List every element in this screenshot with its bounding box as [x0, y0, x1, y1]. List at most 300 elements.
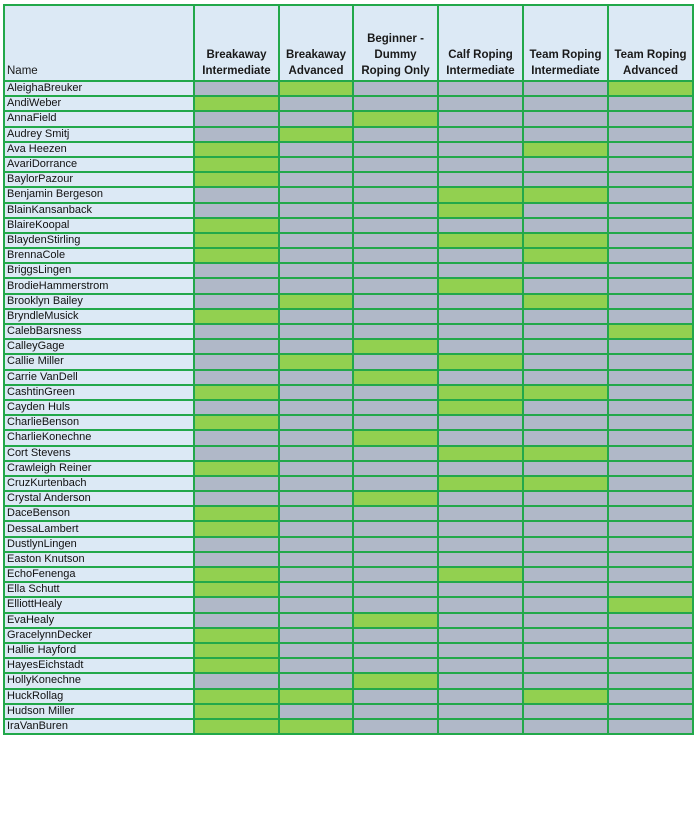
- cell-beginner-dummy-roping-selected[interactable]: [353, 613, 438, 628]
- cell-breakaway-intermediate-empty[interactable]: [194, 446, 279, 461]
- name-cell[interactable]: Cayden Huls: [4, 400, 194, 415]
- name-cell[interactable]: AleighaBreuker: [4, 81, 194, 96]
- cell-breakaway-advanced-selected[interactable]: [279, 354, 353, 369]
- cell-breakaway-advanced-empty[interactable]: [279, 278, 353, 293]
- cell-team-roping-intermediate-empty[interactable]: [523, 673, 608, 688]
- cell-team-roping-intermediate-selected[interactable]: [523, 294, 608, 309]
- cell-team-roping-intermediate-empty[interactable]: [523, 263, 608, 278]
- cell-team-roping-intermediate-empty[interactable]: [523, 552, 608, 567]
- cell-team-roping-intermediate-selected[interactable]: [523, 385, 608, 400]
- cell-calf-roping-intermediate-selected[interactable]: [438, 187, 523, 202]
- cell-team-roping-advanced-empty[interactable]: [608, 157, 693, 172]
- cell-breakaway-intermediate-empty[interactable]: [194, 354, 279, 369]
- cell-calf-roping-intermediate-selected[interactable]: [438, 476, 523, 491]
- name-cell[interactable]: CharlieKonechne: [4, 430, 194, 445]
- cell-team-roping-advanced-empty[interactable]: [608, 187, 693, 202]
- cell-breakaway-advanced-empty[interactable]: [279, 430, 353, 445]
- cell-team-roping-advanced-empty[interactable]: [608, 294, 693, 309]
- cell-calf-roping-intermediate-selected[interactable]: [438, 354, 523, 369]
- cell-team-roping-advanced-empty[interactable]: [608, 218, 693, 233]
- cell-breakaway-intermediate-selected[interactable]: [194, 415, 279, 430]
- cell-team-roping-advanced-empty[interactable]: [608, 552, 693, 567]
- cell-team-roping-intermediate-empty[interactable]: [523, 203, 608, 218]
- cell-team-roping-advanced-empty[interactable]: [608, 370, 693, 385]
- cell-team-roping-advanced-empty[interactable]: [608, 643, 693, 658]
- cell-team-roping-intermediate-empty[interactable]: [523, 278, 608, 293]
- cell-beginner-dummy-roping-empty[interactable]: [353, 233, 438, 248]
- cell-breakaway-intermediate-selected[interactable]: [194, 506, 279, 521]
- cell-breakaway-intermediate-empty[interactable]: [194, 613, 279, 628]
- cell-breakaway-intermediate-empty[interactable]: [194, 127, 279, 142]
- cell-breakaway-intermediate-selected[interactable]: [194, 233, 279, 248]
- cell-team-roping-intermediate-empty[interactable]: [523, 157, 608, 172]
- cell-breakaway-advanced-selected[interactable]: [279, 689, 353, 704]
- cell-beginner-dummy-roping-selected[interactable]: [353, 430, 438, 445]
- cell-beginner-dummy-roping-empty[interactable]: [353, 309, 438, 324]
- cell-beginner-dummy-roping-empty[interactable]: [353, 461, 438, 476]
- cell-team-roping-intermediate-empty[interactable]: [523, 506, 608, 521]
- cell-team-roping-intermediate-selected[interactable]: [523, 233, 608, 248]
- cell-beginner-dummy-roping-empty[interactable]: [353, 537, 438, 552]
- name-cell[interactable]: CalleyGage: [4, 339, 194, 354]
- cell-team-roping-intermediate-empty[interactable]: [523, 430, 608, 445]
- name-cell[interactable]: Hallie Hayford: [4, 643, 194, 658]
- cell-team-roping-advanced-empty[interactable]: [608, 446, 693, 461]
- cell-beginner-dummy-roping-empty[interactable]: [353, 643, 438, 658]
- cell-breakaway-intermediate-selected[interactable]: [194, 248, 279, 263]
- name-cell[interactable]: DustlynLingen: [4, 537, 194, 552]
- name-cell[interactable]: Ava Heezen: [4, 142, 194, 157]
- cell-team-roping-advanced-empty[interactable]: [608, 203, 693, 218]
- cell-calf-roping-intermediate-empty[interactable]: [438, 370, 523, 385]
- cell-beginner-dummy-roping-empty[interactable]: [353, 415, 438, 430]
- name-cell[interactable]: DaceBenson: [4, 506, 194, 521]
- cell-team-roping-advanced-empty[interactable]: [608, 309, 693, 324]
- cell-team-roping-advanced-empty[interactable]: [608, 491, 693, 506]
- cell-breakaway-intermediate-empty[interactable]: [194, 263, 279, 278]
- cell-beginner-dummy-roping-empty[interactable]: [353, 278, 438, 293]
- name-cell[interactable]: Carrie VanDell: [4, 370, 194, 385]
- cell-team-roping-intermediate-empty[interactable]: [523, 111, 608, 126]
- cell-breakaway-intermediate-selected[interactable]: [194, 96, 279, 111]
- cell-calf-roping-intermediate-empty[interactable]: [438, 415, 523, 430]
- cell-team-roping-intermediate-empty[interactable]: [523, 537, 608, 552]
- name-cell[interactable]: DessaLambert: [4, 521, 194, 536]
- cell-breakaway-intermediate-empty[interactable]: [194, 597, 279, 612]
- cell-team-roping-advanced-empty[interactable]: [608, 278, 693, 293]
- cell-beginner-dummy-roping-empty[interactable]: [353, 263, 438, 278]
- cell-breakaway-advanced-selected[interactable]: [279, 127, 353, 142]
- cell-beginner-dummy-roping-empty[interactable]: [353, 506, 438, 521]
- cell-breakaway-advanced-empty[interactable]: [279, 658, 353, 673]
- cell-team-roping-intermediate-empty[interactable]: [523, 370, 608, 385]
- name-cell[interactable]: Audrey Smitj: [4, 127, 194, 142]
- cell-breakaway-intermediate-selected[interactable]: [194, 643, 279, 658]
- cell-breakaway-advanced-empty[interactable]: [279, 476, 353, 491]
- cell-team-roping-advanced-empty[interactable]: [608, 263, 693, 278]
- cell-team-roping-intermediate-empty[interactable]: [523, 461, 608, 476]
- name-cell[interactable]: HayesEichstadt: [4, 658, 194, 673]
- cell-team-roping-intermediate-empty[interactable]: [523, 218, 608, 233]
- cell-team-roping-intermediate-empty[interactable]: [523, 658, 608, 673]
- cell-calf-roping-intermediate-empty[interactable]: [438, 597, 523, 612]
- cell-beginner-dummy-roping-empty[interactable]: [353, 446, 438, 461]
- cell-breakaway-intermediate-empty[interactable]: [194, 81, 279, 96]
- name-cell[interactable]: BriggsLingen: [4, 263, 194, 278]
- cell-beginner-dummy-roping-selected[interactable]: [353, 111, 438, 126]
- cell-beginner-dummy-roping-empty[interactable]: [353, 203, 438, 218]
- cell-calf-roping-intermediate-selected[interactable]: [438, 233, 523, 248]
- cell-beginner-dummy-roping-empty[interactable]: [353, 704, 438, 719]
- cell-breakaway-advanced-empty[interactable]: [279, 461, 353, 476]
- cell-beginner-dummy-roping-empty[interactable]: [353, 157, 438, 172]
- cell-calf-roping-intermediate-empty[interactable]: [438, 673, 523, 688]
- name-cell[interactable]: GracelynnDecker: [4, 628, 194, 643]
- cell-team-roping-advanced-empty[interactable]: [608, 689, 693, 704]
- cell-team-roping-advanced-empty[interactable]: [608, 233, 693, 248]
- cell-calf-roping-intermediate-empty[interactable]: [438, 719, 523, 734]
- cell-breakaway-advanced-empty[interactable]: [279, 203, 353, 218]
- cell-breakaway-advanced-empty[interactable]: [279, 142, 353, 157]
- cell-team-roping-advanced-empty[interactable]: [608, 506, 693, 521]
- cell-team-roping-intermediate-empty[interactable]: [523, 400, 608, 415]
- cell-team-roping-intermediate-empty[interactable]: [523, 613, 608, 628]
- cell-team-roping-intermediate-empty[interactable]: [523, 704, 608, 719]
- cell-beginner-dummy-roping-empty[interactable]: [353, 552, 438, 567]
- cell-team-roping-advanced-empty[interactable]: [608, 461, 693, 476]
- cell-team-roping-advanced-empty[interactable]: [608, 339, 693, 354]
- cell-breakaway-intermediate-empty[interactable]: [194, 111, 279, 126]
- cell-team-roping-advanced-empty[interactable]: [608, 430, 693, 445]
- cell-team-roping-advanced-selected[interactable]: [608, 597, 693, 612]
- cell-team-roping-intermediate-empty[interactable]: [523, 719, 608, 734]
- cell-breakaway-intermediate-selected[interactable]: [194, 704, 279, 719]
- name-cell[interactable]: Ella Schutt: [4, 582, 194, 597]
- cell-breakaway-intermediate-empty[interactable]: [194, 476, 279, 491]
- cell-beginner-dummy-roping-empty[interactable]: [353, 400, 438, 415]
- cell-beginner-dummy-roping-selected[interactable]: [353, 339, 438, 354]
- cell-team-roping-advanced-empty[interactable]: [608, 673, 693, 688]
- cell-breakaway-intermediate-empty[interactable]: [194, 370, 279, 385]
- cell-calf-roping-intermediate-empty[interactable]: [438, 324, 523, 339]
- name-cell[interactable]: AnnaField: [4, 111, 194, 126]
- cell-breakaway-intermediate-empty[interactable]: [194, 491, 279, 506]
- cell-team-roping-intermediate-selected[interactable]: [523, 689, 608, 704]
- cell-breakaway-intermediate-selected[interactable]: [194, 689, 279, 704]
- cell-beginner-dummy-roping-empty[interactable]: [353, 658, 438, 673]
- cell-breakaway-advanced-empty[interactable]: [279, 111, 353, 126]
- cell-calf-roping-intermediate-selected[interactable]: [438, 400, 523, 415]
- cell-breakaway-intermediate-empty[interactable]: [194, 324, 279, 339]
- cell-breakaway-intermediate-empty[interactable]: [194, 187, 279, 202]
- cell-breakaway-intermediate-empty[interactable]: [194, 552, 279, 567]
- name-cell[interactable]: ElliottHealy: [4, 597, 194, 612]
- cell-team-roping-advanced-selected[interactable]: [608, 324, 693, 339]
- cell-team-roping-intermediate-empty[interactable]: [523, 172, 608, 187]
- name-cell[interactable]: EchoFenenga: [4, 567, 194, 582]
- cell-beginner-dummy-roping-empty[interactable]: [353, 187, 438, 202]
- cell-breakaway-advanced-empty[interactable]: [279, 385, 353, 400]
- cell-team-roping-intermediate-empty[interactable]: [523, 567, 608, 582]
- cell-beginner-dummy-roping-selected[interactable]: [353, 491, 438, 506]
- cell-team-roping-advanced-empty[interactable]: [608, 521, 693, 536]
- cell-breakaway-intermediate-selected[interactable]: [194, 521, 279, 536]
- cell-calf-roping-intermediate-empty[interactable]: [438, 613, 523, 628]
- cell-breakaway-advanced-empty[interactable]: [279, 628, 353, 643]
- cell-team-roping-advanced-empty[interactable]: [608, 719, 693, 734]
- cell-breakaway-intermediate-selected[interactable]: [194, 309, 279, 324]
- cell-breakaway-intermediate-selected[interactable]: [194, 385, 279, 400]
- cell-calf-roping-intermediate-empty[interactable]: [438, 157, 523, 172]
- cell-breakaway-intermediate-empty[interactable]: [194, 203, 279, 218]
- cell-breakaway-advanced-empty[interactable]: [279, 537, 353, 552]
- name-cell[interactable]: AndiWeber: [4, 96, 194, 111]
- cell-team-roping-advanced-empty[interactable]: [608, 628, 693, 643]
- cell-calf-roping-intermediate-empty[interactable]: [438, 461, 523, 476]
- cell-team-roping-advanced-empty[interactable]: [608, 400, 693, 415]
- cell-calf-roping-intermediate-selected[interactable]: [438, 446, 523, 461]
- cell-beginner-dummy-roping-empty[interactable]: [353, 521, 438, 536]
- cell-breakaway-advanced-empty[interactable]: [279, 704, 353, 719]
- cell-breakaway-advanced-empty[interactable]: [279, 643, 353, 658]
- cell-team-roping-intermediate-empty[interactable]: [523, 127, 608, 142]
- cell-beginner-dummy-roping-empty[interactable]: [353, 354, 438, 369]
- cell-team-roping-intermediate-empty[interactable]: [523, 96, 608, 111]
- cell-team-roping-advanced-empty[interactable]: [608, 415, 693, 430]
- cell-team-roping-advanced-empty[interactable]: [608, 537, 693, 552]
- cell-team-roping-advanced-empty[interactable]: [608, 658, 693, 673]
- cell-calf-roping-intermediate-empty[interactable]: [438, 248, 523, 263]
- cell-team-roping-advanced-empty[interactable]: [608, 96, 693, 111]
- name-cell[interactable]: BryndleMusick: [4, 309, 194, 324]
- name-cell[interactable]: BlaydenStirling: [4, 233, 194, 248]
- cell-team-roping-advanced-empty[interactable]: [608, 111, 693, 126]
- cell-calf-roping-intermediate-empty[interactable]: [438, 172, 523, 187]
- cell-calf-roping-intermediate-empty[interactable]: [438, 339, 523, 354]
- cell-calf-roping-intermediate-empty[interactable]: [438, 506, 523, 521]
- cell-calf-roping-intermediate-empty[interactable]: [438, 127, 523, 142]
- cell-breakaway-advanced-empty[interactable]: [279, 552, 353, 567]
- cell-breakaway-advanced-empty[interactable]: [279, 233, 353, 248]
- cell-breakaway-advanced-empty[interactable]: [279, 446, 353, 461]
- cell-beginner-dummy-roping-empty[interactable]: [353, 142, 438, 157]
- cell-team-roping-advanced-empty[interactable]: [608, 567, 693, 582]
- name-cell[interactable]: Crystal Anderson: [4, 491, 194, 506]
- cell-calf-roping-intermediate-empty[interactable]: [438, 521, 523, 536]
- cell-calf-roping-intermediate-selected[interactable]: [438, 278, 523, 293]
- cell-breakaway-advanced-empty[interactable]: [279, 567, 353, 582]
- cell-calf-roping-intermediate-empty[interactable]: [438, 689, 523, 704]
- cell-team-roping-intermediate-empty[interactable]: [523, 582, 608, 597]
- cell-breakaway-intermediate-empty[interactable]: [194, 673, 279, 688]
- cell-team-roping-intermediate-empty[interactable]: [523, 628, 608, 643]
- cell-calf-roping-intermediate-empty[interactable]: [438, 643, 523, 658]
- name-cell[interactable]: CruzKurtenbach: [4, 476, 194, 491]
- name-cell[interactable]: CashtinGreen: [4, 385, 194, 400]
- cell-breakaway-advanced-empty[interactable]: [279, 582, 353, 597]
- cell-team-roping-intermediate-empty[interactable]: [523, 491, 608, 506]
- cell-team-roping-intermediate-selected[interactable]: [523, 476, 608, 491]
- name-cell[interactable]: BaylorPazour: [4, 172, 194, 187]
- cell-calf-roping-intermediate-empty[interactable]: [438, 628, 523, 643]
- name-cell[interactable]: EvaHealy: [4, 613, 194, 628]
- cell-calf-roping-intermediate-selected[interactable]: [438, 567, 523, 582]
- cell-beginner-dummy-roping-empty[interactable]: [353, 218, 438, 233]
- cell-breakaway-intermediate-empty[interactable]: [194, 537, 279, 552]
- cell-breakaway-intermediate-empty[interactable]: [194, 294, 279, 309]
- cell-calf-roping-intermediate-selected[interactable]: [438, 385, 523, 400]
- cell-breakaway-advanced-empty[interactable]: [279, 415, 353, 430]
- cell-beginner-dummy-roping-empty[interactable]: [353, 248, 438, 263]
- cell-team-roping-intermediate-empty[interactable]: [523, 339, 608, 354]
- cell-team-roping-intermediate-selected[interactable]: [523, 248, 608, 263]
- name-cell[interactable]: Crawleigh Reiner: [4, 461, 194, 476]
- name-cell[interactable]: AvariDorrance: [4, 157, 194, 172]
- cell-beginner-dummy-roping-selected[interactable]: [353, 673, 438, 688]
- cell-team-roping-advanced-empty[interactable]: [608, 127, 693, 142]
- cell-breakaway-intermediate-selected[interactable]: [194, 582, 279, 597]
- cell-breakaway-advanced-empty[interactable]: [279, 400, 353, 415]
- cell-beginner-dummy-roping-empty[interactable]: [353, 476, 438, 491]
- cell-beginner-dummy-roping-empty[interactable]: [353, 719, 438, 734]
- cell-team-roping-intermediate-selected[interactable]: [523, 142, 608, 157]
- cell-breakaway-intermediate-empty[interactable]: [194, 430, 279, 445]
- cell-team-roping-intermediate-empty[interactable]: [523, 597, 608, 612]
- cell-breakaway-intermediate-selected[interactable]: [194, 172, 279, 187]
- cell-breakaway-intermediate-selected[interactable]: [194, 567, 279, 582]
- cell-breakaway-advanced-empty[interactable]: [279, 263, 353, 278]
- cell-breakaway-intermediate-selected[interactable]: [194, 218, 279, 233]
- name-cell[interactable]: Cort Stevens: [4, 446, 194, 461]
- name-cell[interactable]: CalebBarsness: [4, 324, 194, 339]
- cell-calf-roping-intermediate-selected[interactable]: [438, 203, 523, 218]
- cell-breakaway-advanced-empty[interactable]: [279, 673, 353, 688]
- cell-breakaway-intermediate-selected[interactable]: [194, 142, 279, 157]
- cell-beginner-dummy-roping-empty[interactable]: [353, 567, 438, 582]
- cell-breakaway-advanced-empty[interactable]: [279, 172, 353, 187]
- cell-breakaway-intermediate-selected[interactable]: [194, 461, 279, 476]
- cell-beginner-dummy-roping-selected[interactable]: [353, 370, 438, 385]
- cell-team-roping-advanced-empty[interactable]: [608, 172, 693, 187]
- name-cell[interactable]: Callie Miller: [4, 354, 194, 369]
- cell-calf-roping-intermediate-empty[interactable]: [438, 430, 523, 445]
- cell-team-roping-intermediate-empty[interactable]: [523, 309, 608, 324]
- cell-breakaway-intermediate-selected[interactable]: [194, 719, 279, 734]
- cell-breakaway-advanced-empty[interactable]: [279, 187, 353, 202]
- cell-breakaway-advanced-empty[interactable]: [279, 491, 353, 506]
- cell-beginner-dummy-roping-empty[interactable]: [353, 127, 438, 142]
- cell-team-roping-advanced-empty[interactable]: [608, 704, 693, 719]
- cell-calf-roping-intermediate-empty[interactable]: [438, 218, 523, 233]
- cell-team-roping-advanced-empty[interactable]: [608, 142, 693, 157]
- cell-breakaway-intermediate-empty[interactable]: [194, 400, 279, 415]
- cell-team-roping-intermediate-empty[interactable]: [523, 643, 608, 658]
- cell-beginner-dummy-roping-empty[interactable]: [353, 385, 438, 400]
- cell-beginner-dummy-roping-empty[interactable]: [353, 324, 438, 339]
- cell-breakaway-advanced-empty[interactable]: [279, 339, 353, 354]
- cell-breakaway-advanced-empty[interactable]: [279, 324, 353, 339]
- cell-breakaway-intermediate-selected[interactable]: [194, 658, 279, 673]
- cell-team-roping-intermediate-empty[interactable]: [523, 521, 608, 536]
- cell-calf-roping-intermediate-empty[interactable]: [438, 81, 523, 96]
- name-cell[interactable]: CharlieBenson: [4, 415, 194, 430]
- cell-breakaway-advanced-empty[interactable]: [279, 248, 353, 263]
- cell-beginner-dummy-roping-empty[interactable]: [353, 597, 438, 612]
- cell-calf-roping-intermediate-empty[interactable]: [438, 294, 523, 309]
- cell-calf-roping-intermediate-empty[interactable]: [438, 658, 523, 673]
- cell-team-roping-advanced-empty[interactable]: [608, 582, 693, 597]
- name-cell[interactable]: HuckRollag: [4, 689, 194, 704]
- cell-breakaway-advanced-empty[interactable]: [279, 521, 353, 536]
- name-cell[interactable]: BlaireKoopal: [4, 218, 194, 233]
- cell-breakaway-advanced-empty[interactable]: [279, 506, 353, 521]
- cell-team-roping-intermediate-empty[interactable]: [523, 415, 608, 430]
- cell-calf-roping-intermediate-empty[interactable]: [438, 582, 523, 597]
- cell-calf-roping-intermediate-empty[interactable]: [438, 491, 523, 506]
- cell-breakaway-advanced-empty[interactable]: [279, 613, 353, 628]
- name-cell[interactable]: BrennaCole: [4, 248, 194, 263]
- cell-calf-roping-intermediate-empty[interactable]: [438, 704, 523, 719]
- cell-breakaway-advanced-selected[interactable]: [279, 719, 353, 734]
- cell-calf-roping-intermediate-empty[interactable]: [438, 552, 523, 567]
- cell-team-roping-intermediate-empty[interactable]: [523, 81, 608, 96]
- cell-breakaway-advanced-selected[interactable]: [279, 81, 353, 96]
- cell-calf-roping-intermediate-empty[interactable]: [438, 263, 523, 278]
- cell-breakaway-intermediate-empty[interactable]: [194, 339, 279, 354]
- cell-beginner-dummy-roping-empty[interactable]: [353, 172, 438, 187]
- cell-calf-roping-intermediate-empty[interactable]: [438, 111, 523, 126]
- cell-team-roping-advanced-empty[interactable]: [608, 354, 693, 369]
- name-cell[interactable]: BlainKansanback: [4, 203, 194, 218]
- cell-breakaway-advanced-empty[interactable]: [279, 370, 353, 385]
- cell-calf-roping-intermediate-empty[interactable]: [438, 309, 523, 324]
- name-cell[interactable]: Brooklyn Bailey: [4, 294, 194, 309]
- cell-team-roping-intermediate-empty[interactable]: [523, 354, 608, 369]
- cell-breakaway-advanced-empty[interactable]: [279, 157, 353, 172]
- cell-calf-roping-intermediate-empty[interactable]: [438, 96, 523, 111]
- cell-breakaway-advanced-empty[interactable]: [279, 309, 353, 324]
- name-cell[interactable]: Hudson Miller: [4, 704, 194, 719]
- name-cell[interactable]: IraVanBuren: [4, 719, 194, 734]
- cell-breakaway-intermediate-selected[interactable]: [194, 157, 279, 172]
- cell-breakaway-advanced-empty[interactable]: [279, 597, 353, 612]
- cell-breakaway-advanced-selected[interactable]: [279, 294, 353, 309]
- cell-breakaway-advanced-empty[interactable]: [279, 96, 353, 111]
- name-cell[interactable]: HollyKonechne: [4, 673, 194, 688]
- cell-beginner-dummy-roping-empty[interactable]: [353, 81, 438, 96]
- cell-breakaway-intermediate-selected[interactable]: [194, 628, 279, 643]
- cell-team-roping-advanced-selected[interactable]: [608, 81, 693, 96]
- cell-beginner-dummy-roping-empty[interactable]: [353, 628, 438, 643]
- cell-team-roping-intermediate-selected[interactable]: [523, 446, 608, 461]
- cell-team-roping-advanced-empty[interactable]: [608, 385, 693, 400]
- cell-team-roping-advanced-empty[interactable]: [608, 248, 693, 263]
- cell-breakaway-intermediate-empty[interactable]: [194, 278, 279, 293]
- cell-beginner-dummy-roping-empty[interactable]: [353, 689, 438, 704]
- cell-team-roping-intermediate-empty[interactable]: [523, 324, 608, 339]
- cell-calf-roping-intermediate-empty[interactable]: [438, 142, 523, 157]
- cell-calf-roping-intermediate-empty[interactable]: [438, 537, 523, 552]
- cell-team-roping-advanced-empty[interactable]: [608, 613, 693, 628]
- cell-beginner-dummy-roping-empty[interactable]: [353, 582, 438, 597]
- cell-team-roping-advanced-empty[interactable]: [608, 476, 693, 491]
- name-cell[interactable]: BrodieHammerstrom: [4, 278, 194, 293]
- cell-beginner-dummy-roping-empty[interactable]: [353, 294, 438, 309]
- name-cell[interactable]: Benjamin Bergeson: [4, 187, 194, 202]
- cell-team-roping-intermediate-selected[interactable]: [523, 187, 608, 202]
- name-cell[interactable]: Easton Knutson: [4, 552, 194, 567]
- cell-breakaway-advanced-empty[interactable]: [279, 218, 353, 233]
